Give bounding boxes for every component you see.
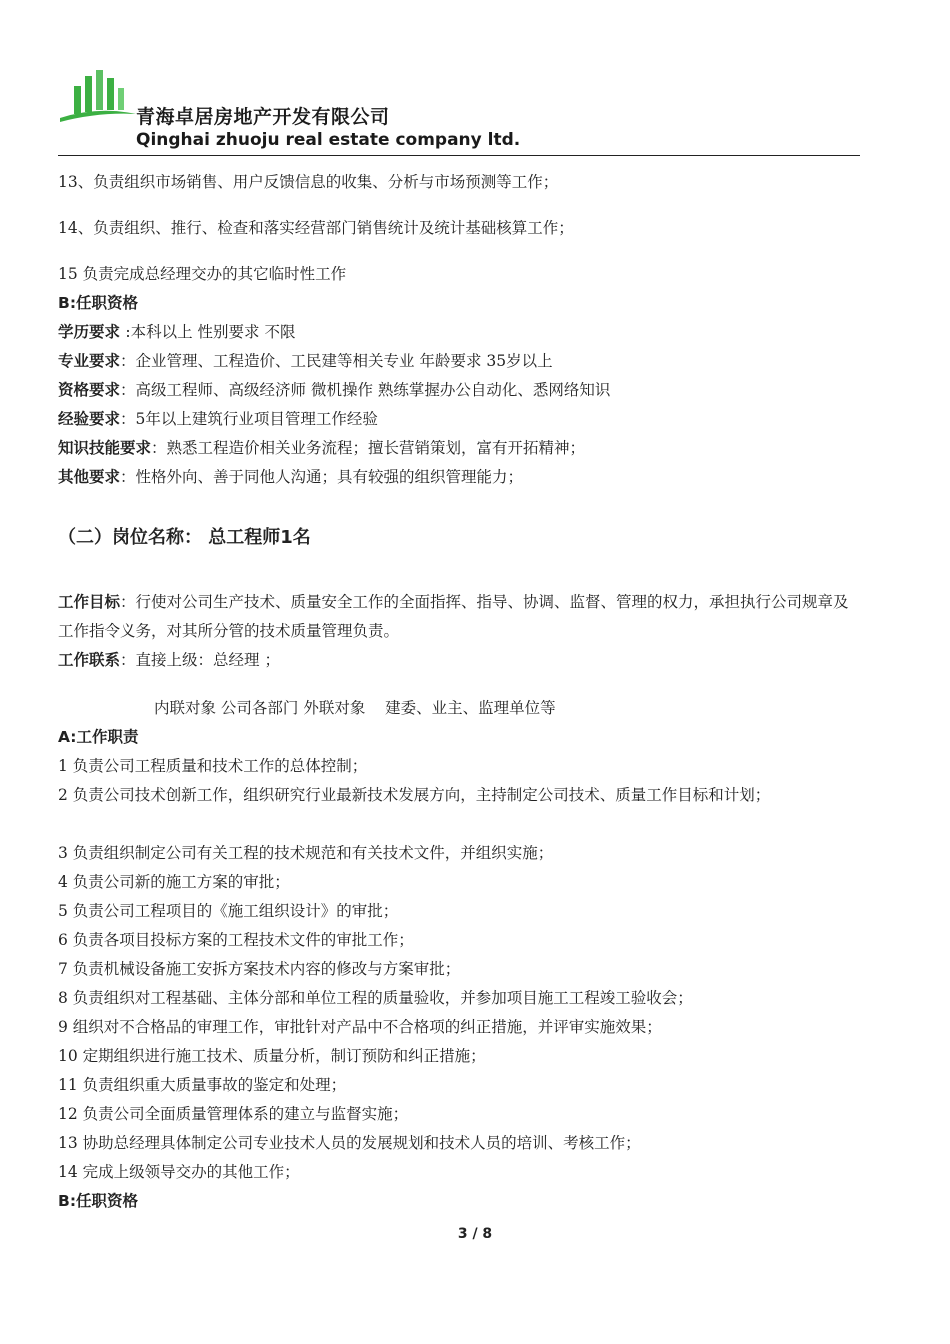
company-name-cn: 青海卓居房地产开发有限公司	[136, 106, 390, 128]
duty-item: 7 负责机械设备施工安拆方案技术内容的修改与方案审批；	[58, 960, 461, 978]
field-label: 专业要求	[58, 352, 121, 370]
field-label: 工作目标	[58, 593, 121, 611]
duty-item: 8 负责组织对工程基础、主体分部和单位工程的质量验收，并参加项目施工工程竣工验收会；	[58, 989, 693, 1007]
field-value: ：熟悉工程造价相关业务流程；擅长营销策划，富有开拓精神；	[151, 439, 586, 457]
major-requirement	[58, 347, 553, 376]
education-requirement	[58, 318, 295, 347]
work-contact	[58, 646, 280, 675]
field-label: 学历要求	[58, 323, 126, 341]
contact-objects: 内联对象 公司各部门 外联对象 建委、业主、监理单位等	[154, 699, 556, 717]
duty-item: 12 负责公司全面质量管理体系的建立与监督实施；	[58, 1105, 409, 1123]
company-logo-icon	[58, 66, 138, 130]
page-header	[58, 66, 860, 158]
duty-item: 13 协助总经理具体制定公司专业技术人员的发展规划和技术人员的培训、考核工作；	[58, 1134, 641, 1152]
duty-line-13: 13、负责组织市场销售、用户反馈信息的收集、分析与市场预测等工作；	[58, 173, 559, 191]
field-value: ：高级工程师、高级经济师 微机操作 熟练掌握办公自动化、悉网络知识	[120, 381, 611, 399]
duty-line-14: 14、负责组织、推行、检查和落实经营部门销售统计及统计基础核算工作；	[58, 219, 574, 237]
duty-item: 5 负责公司工程项目的《施工组织设计》的审批；	[58, 902, 399, 920]
duty-item: 9 组织对不合格品的审理工作，审批针对产品中不合格项的纠正措施，并评审实施效果；	[58, 1018, 662, 1036]
duty-item: 11 负责组织重大质量事故的鉴定和处理；	[58, 1076, 347, 1094]
duty-item: 4 负责公司新的施工方案的审批；	[58, 873, 290, 891]
work-goal	[58, 588, 858, 646]
qualification-requirement	[58, 376, 610, 405]
duty-item: 1 负责公司工程质量和技术工作的总体控制；	[58, 757, 368, 775]
field-label: 其他要求	[58, 468, 121, 486]
duty-item: 3 负责组织制定公司有关工程的技术规范和有关技术文件，并组织实施；	[58, 844, 554, 862]
field-label: 经验要求	[58, 410, 121, 428]
field-value: ：直接上级：总经理 ；	[120, 651, 280, 669]
section-2-title: （二）岗位名称： 总工程师1名	[58, 527, 311, 548]
field-value: ：行使对公司生产技术、质量安全工作的全面指挥、指导、协调、监督、管理的权力，承担执行公司规章及工作指令义务，对其所分管的技术质量管理负责。	[58, 593, 849, 640]
skill-requirement	[58, 434, 585, 463]
duty-line-15: 15 负责完成总经理交办的其它临时性工作	[58, 265, 347, 283]
section-b2-title: B:任职资格	[58, 1192, 139, 1210]
header-divider	[58, 155, 860, 156]
field-value: :本科以上 性别要求 不限	[125, 323, 296, 341]
duty-item: 10 定期组织进行施工技术、质量分析，制订预防和纠正措施；	[58, 1047, 486, 1065]
experience-requirement	[58, 405, 378, 434]
section-b-title: B:任职资格	[58, 294, 139, 312]
field-value: ：5年以上建筑行业项目管理工作经验	[120, 410, 378, 428]
duty-item: 6 负责各项目投标方案的工程技术文件的审批工作；	[58, 931, 414, 949]
field-label: 知识技能要求	[58, 439, 152, 457]
field-label: 工作联系	[58, 651, 121, 669]
duty-item: 14 完成上级领导交办的其他工作；	[58, 1163, 300, 1181]
section-a-title: A:工作职责	[58, 728, 139, 746]
field-label: 资格要求	[58, 381, 121, 399]
field-value: ：性格外向、善于同他人沟通；具有较强的组织管理能力；	[120, 468, 524, 486]
page-number: 3 / 8	[457, 1226, 493, 1242]
duty-item: 2 负责公司技术创新工作，组织研究行业最新技术发展方向，主持制定公司技术、质量工作目标和计划；	[58, 786, 771, 804]
other-requirement	[58, 463, 523, 492]
company-name-en: Qinghai zhuoju real estate company ltd.	[136, 130, 521, 150]
field-value: ：企业管理、工程造价、工民建等相关专业 年龄要求 35岁以上	[120, 352, 553, 370]
